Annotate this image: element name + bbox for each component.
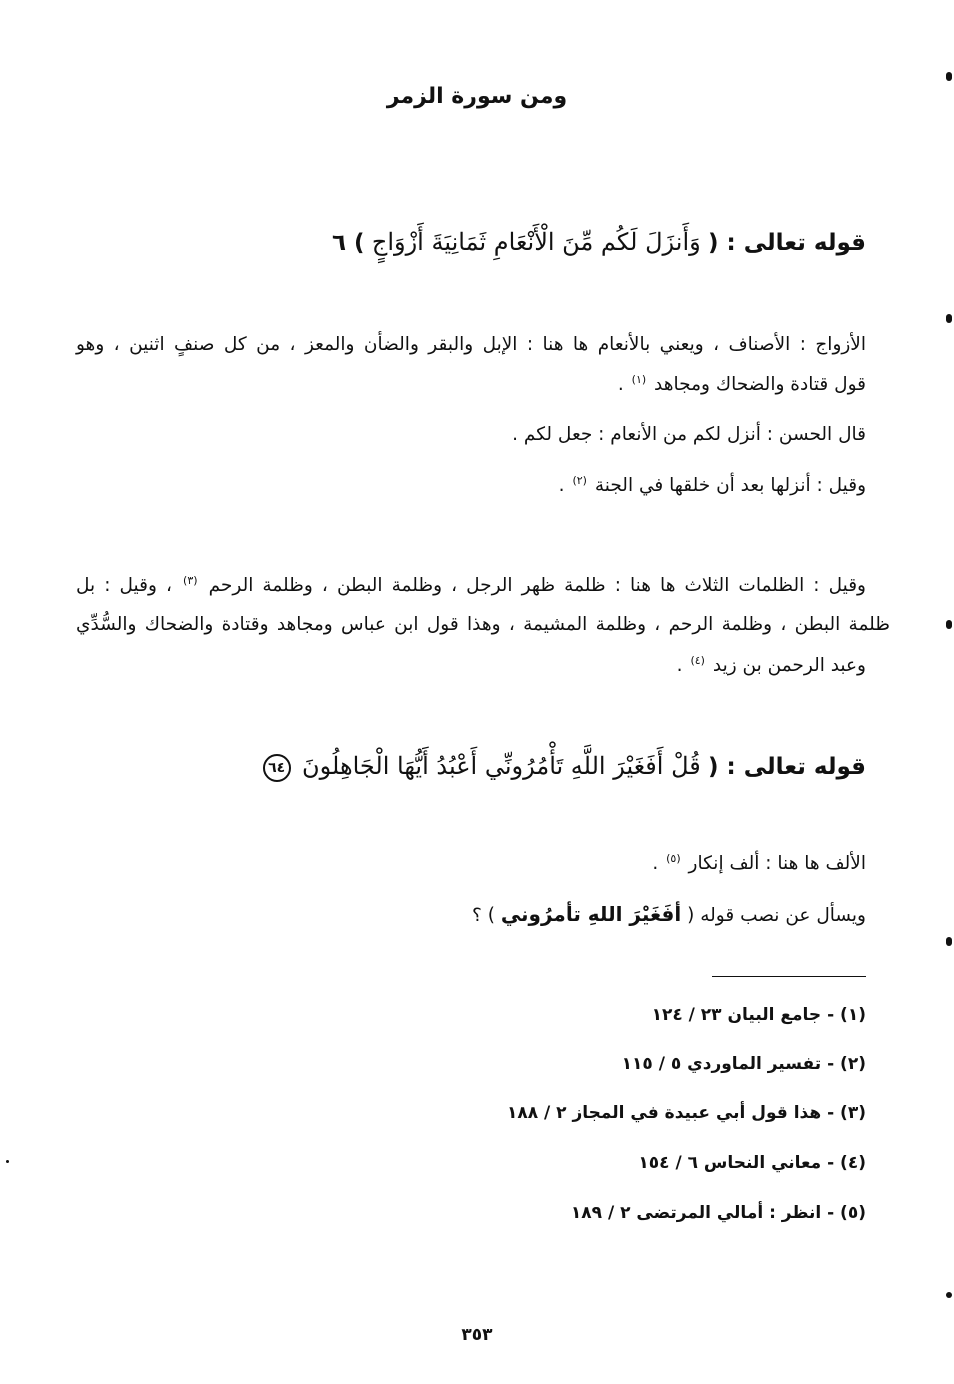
footnote-marker: (٥) — [666, 852, 681, 865]
paragraph-line: قال الحسن : أنزل لكم من الأنعام : جعل لكم . — [512, 424, 866, 445]
page-number: ٣٥٣ — [461, 1325, 493, 1345]
verse-lead: قوله تعالى : ( — [708, 754, 866, 780]
scan-edge-mark — [946, 1292, 952, 1298]
paragraph-line — [472, 902, 866, 926]
footnote-marker: (٤) — [690, 654, 705, 667]
scan-edge-mark — [946, 620, 952, 629]
paragraph-line — [652, 852, 866, 874]
paragraph-punct: . — [676, 655, 683, 677]
footnote-item: (١) - جامع البيان ٢٣ / ١٢٤ — [651, 1005, 866, 1025]
footnote-marker: (١) — [631, 373, 647, 386]
paragraph-line — [559, 474, 866, 496]
quran-verse-text: وَأَنزَلَ لَكُم مِّنَ الْأَنْعَامِ ثَمَانِيَةَ أَزْوَاجٍ — [371, 228, 701, 256]
paragraph-text: ويسأل عن نصب قوله ( — [687, 905, 866, 926]
quoted-phrase: أفَغَيْرَ اللهِ تأمرُوني — [500, 902, 682, 926]
paragraph-text: قول قتادة والضحاك ومجاهد — [654, 374, 866, 396]
paragraph-punct: . — [558, 475, 565, 497]
paragraph-punct: . — [652, 853, 659, 875]
running-head: ومن سورة الزمر — [386, 84, 568, 109]
paragraph-line: الأزواج : الأصناف ، ويعني بالأنعام ها هنا : الإبل والبقر والضأن والمعز ، من كل صنفٍ اثنين ، وهو — [76, 334, 866, 355]
scan-edge-mark — [946, 314, 952, 323]
verse-lead: قوله تعالى : ( — [708, 230, 866, 256]
paragraph-text: ، وقيل : بل — [76, 575, 172, 597]
scan-edge-mark — [946, 72, 952, 81]
footnote-item: (٢) - تفسير الماوردي ٥ / ١١٥ — [621, 1054, 866, 1074]
scan-speck — [6, 1160, 9, 1163]
footnote-marker: (٢) — [572, 474, 587, 487]
footnote-item: (٥) - انظر : أمالي المرتضى ٢ / ١٨٩ — [570, 1203, 866, 1223]
paragraph-line — [677, 654, 866, 676]
footnote-item: (٣) - هذا قول أبي عبيدة في المجاز ٢ / ١٨٨ — [506, 1103, 866, 1123]
paragraph-text: ) ؟ — [472, 905, 495, 926]
verse-heading-1 — [332, 228, 866, 256]
paragraph-text: وقيل : أنزلها بعد أن خلقها في الجنة — [594, 475, 866, 497]
footnote-item: (٤) - معاني النحاس ٦ / ١٥٤ — [638, 1153, 866, 1173]
footnote-marker: (٣) — [183, 574, 198, 587]
verse-heading-2 — [263, 752, 866, 782]
verse-close: ) ٦ — [331, 230, 365, 256]
quran-verse-text: قُلْ أَفَغَيْرَ اللَّهِ تَأْمُرُونِّي أَعْبُدُ أَيُّهَا الْجَاهِلُونَ — [301, 752, 701, 780]
paragraph-line — [618, 373, 866, 395]
paragraph-text: وعبد الرحمن بن زيد — [712, 655, 866, 677]
paragraph-text: وقيل : الظلمات الثلاث ها هنا : ظلمة ظهر الرجل ، وظلمة البطن ، وظلمة الرحم — [208, 575, 866, 597]
paragraph-line — [76, 574, 866, 596]
paragraph-line: ظلمة البطن ، وظلمة الرحم ، وظلمة المشيمة ، وهذا قول ابن عباس ومجاهد وقتادة والضحاك والسُّدِّي — [76, 614, 890, 635]
paragraph-punct: . — [617, 374, 624, 396]
ayah-number-mark: ٦٤ — [263, 754, 291, 782]
footnote-separator — [712, 976, 866, 977]
scan-edge-mark — [946, 937, 952, 946]
paragraph-text: الألف ها هنا : ألف إنكار — [688, 853, 866, 875]
